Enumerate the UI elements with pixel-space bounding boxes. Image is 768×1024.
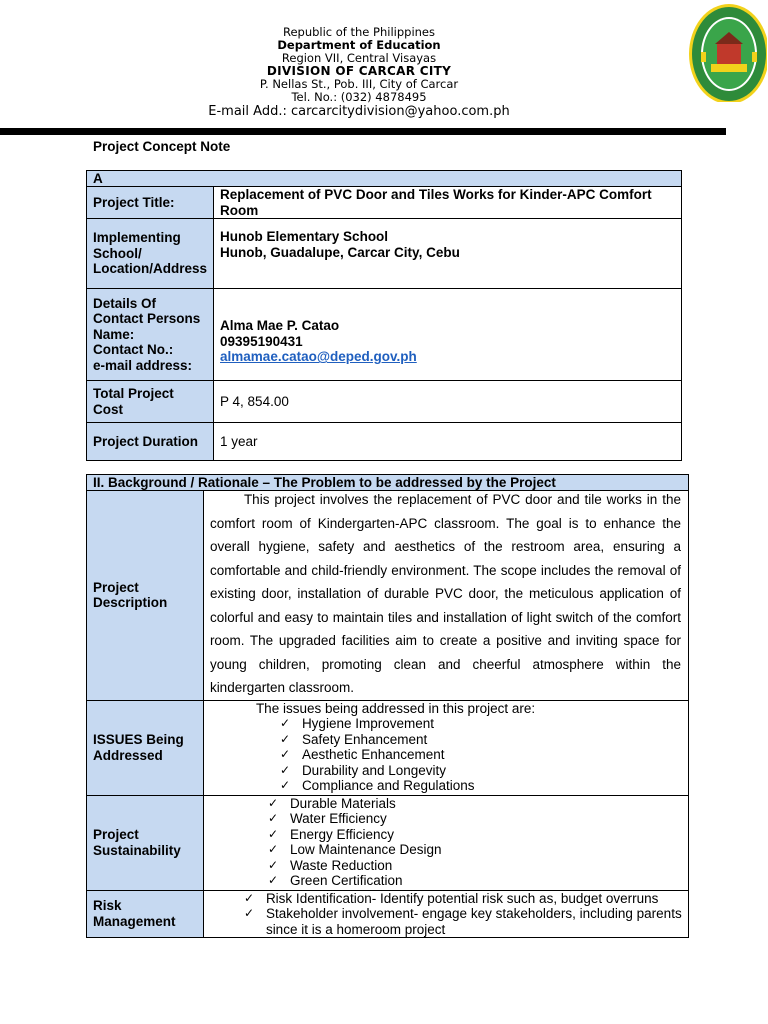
cost-label [87, 381, 214, 423]
project-title-row [87, 187, 682, 219]
description-label-line: Project [93, 579, 139, 595]
sustainability-list [204, 796, 682, 890]
school-address: Hunob, Guadalupe, Carcar City, Cebu [220, 244, 460, 260]
issues-row [87, 700, 689, 795]
description-label-line: Description [93, 595, 168, 611]
school-label-line: Location/Address [93, 261, 208, 277]
list-item: ✓ Durable Materials [268, 796, 682, 812]
division-seal-logo [687, 2, 767, 102]
risk-label-line: Risk [93, 898, 122, 914]
risk-cell [203, 890, 688, 938]
issues-label-line: ISSUES Being [93, 732, 184, 747]
cost-label-line: Total Project [93, 386, 174, 401]
list-item: ✓ Green Certification [268, 873, 682, 889]
duration-label: Project Duration [87, 423, 214, 461]
list-item: ✓ Durability and Longevity [280, 763, 682, 779]
list-item: ✓ Risk Identification- Identify potential risk such as, budget overruns [244, 891, 682, 907]
telephone-line: Tel. No.: (032) 4878495 [291, 90, 427, 104]
sustainability-row [87, 795, 689, 890]
email-line: E-mail Add.: carcarcitydivision@yahoo.com.ph [208, 104, 510, 119]
issues-cell [203, 700, 688, 795]
list-item: ✓ Water Efficiency [268, 811, 682, 827]
contact-name: Alma Mae P. Catao [220, 318, 340, 334]
duration-value: 1 year [214, 423, 682, 461]
contact-label [87, 289, 214, 381]
sustainability-label [87, 795, 204, 890]
project-info-table [86, 170, 682, 461]
duration-row [87, 423, 682, 461]
sustainability-label-line: Project [93, 827, 139, 842]
school-label-line: Implementing [93, 230, 181, 246]
school-label-line: School/ [93, 245, 142, 261]
contact-label-line: Contact Persons [93, 311, 201, 327]
sustainability-label-line: Sustainability [93, 842, 181, 858]
background-table [86, 474, 689, 938]
division-line: DIVISION OF CARCAR CITY [266, 64, 452, 78]
school-label [87, 219, 214, 289]
sustainability-cell [203, 795, 688, 890]
issues-list [204, 716, 682, 794]
description-text: This project involves the replacement of PVC door and tile works in the comfort room of Kindergarten-APC classroom. The goal is to enhance the overall hygiene, safety and aesthetics of the restroom area, ensuring a comfortable and child-friendly environment. The scope includes the removal of existing door, installation of durable PVC door, the meticulous application of colorful and easy to maintain tiles and installation of light switch of the comfort room. The upgraded facilities aim to create a positive and inviting space for young children, promoting clean and cheerful atmosphere within the kindergarten classroom. [209, 492, 681, 695]
contact-label-line: e-mail address: [93, 357, 193, 373]
description-row [87, 491, 689, 701]
section-a-header-row [87, 171, 682, 187]
contact-label-line: Contact No.: [93, 342, 174, 358]
republic-line: Republic of the Philippines [282, 25, 436, 39]
school-value [214, 219, 682, 289]
contact-phone: 09395190431 [220, 333, 303, 349]
issues-label-line: Addressed [93, 747, 163, 763]
contact-label-line: Name: [93, 326, 135, 342]
issues-intro: The issues being addressed in this project are: [255, 700, 536, 716]
list-item: ✓ Stakeholder involvement- engage key stakeholders, including parents since it is a homeroom project [244, 906, 682, 937]
letterhead [0, 26, 718, 119]
list-item: ✓ Compliance and Regulations [280, 778, 682, 794]
document-title: Project Concept Note [93, 139, 231, 154]
cost-row [87, 381, 682, 423]
list-item: ✓ Hygiene Improvement [280, 716, 682, 732]
contact-email-link[interactable]: almamae.catao@deped.gov.ph [220, 349, 417, 365]
list-item: ✓ Safety Enhancement [280, 732, 682, 748]
risk-list [204, 891, 682, 938]
issues-label [87, 700, 204, 795]
cost-value: P 4, 854.00 [214, 381, 682, 423]
cost-label-line: Cost [93, 401, 123, 417]
list-item: ✓ Waste Reduction [268, 858, 682, 874]
contact-row [87, 289, 682, 381]
header-divider [0, 128, 726, 135]
risk-row [87, 890, 689, 938]
project-title-label: Project Title: [87, 187, 214, 219]
description-label [87, 491, 204, 701]
list-item: ✓ Low Maintenance Design [268, 842, 682, 858]
section-b-heading: II. Background / Rationale – The Problem to be addressed by the Project [87, 475, 689, 491]
school-name: Hunob Elementary School [220, 229, 389, 244]
address-line: P. Nellas St., Pob. III, City of Carcar [259, 77, 459, 91]
contact-value [214, 289, 682, 381]
list-item: ✓ Energy Efficiency [268, 827, 682, 843]
section-a-heading: A [87, 171, 682, 187]
risk-label-line: Management [93, 913, 176, 929]
project-title-value: Replacement of PVC Door and Tiles Works for Kinder-APC Comfort Room [214, 187, 682, 219]
risk-label [87, 890, 204, 938]
school-row [87, 219, 682, 289]
region-line: Region VII, Central Visayas [281, 51, 437, 65]
list-item: ✓ Aesthetic Enhancement [280, 747, 682, 763]
department-line: Department of Education [277, 38, 441, 52]
contact-label-line: Details Of [93, 295, 157, 311]
description-cell [203, 491, 688, 701]
